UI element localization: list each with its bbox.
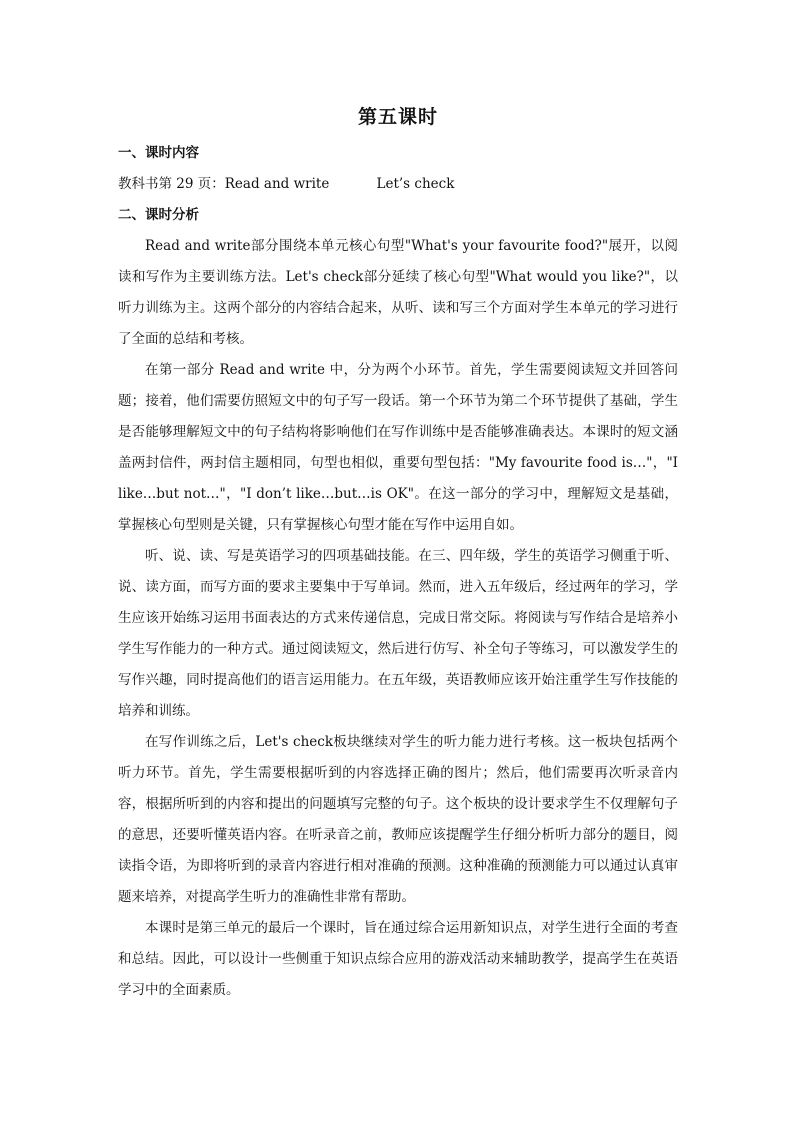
section-heading-lesson-content: 一、课时内容 — [118, 145, 199, 161]
analysis-paragraph: 在第一部分 Read and write 中，分为两个小环节。首先，学生需要阅读短文并回答问题；接着，他们需要仿照短文中的句子写一段话。第一个环节为第二个环节提供了基础，学生是否能够理解短文中的句子结构将影响他们在写作训练中是否能够准确表达。本课时的短文涵盖两封信件，两封信主题相同，句型也相似，重要句型包括："My favourite food is…"，"I like…but not…"，"I don’t like…but…is OK"。在这一部分的学习中，理解短文是基础，掌握核心句型则是关键，只有掌握核心句型才能在写作中运用自如。 — [118, 362, 678, 533]
document-page — [118, 102, 678, 1006]
analysis-paragraph: Read and write部分围绕本单元核心句型"What's your favourite food?"展开，以阅读和写作为主要训练方法。Let's check部分延续了核心句型"What would you like?"，以听力训练为主。这两个部分的内容结合起来，从听、读和写三个方面对学生本单元的学习进行了全面的总结和考核。 — [118, 238, 678, 347]
document-title: 第五课时 — [357, 106, 438, 128]
section-heading-lesson-analysis: 二、课时分析 — [118, 207, 199, 223]
lesson-content-line: 教科书第 29 页：Read and write Let’s check — [118, 176, 455, 192]
analysis-paragraph: 在写作训练之后，Let's check板块继续对学生的听力能力进行考核。这一板块包括两个听力环节。首先，学生需要根据听到的内容选择正确的图片；然后，他们需要再次听录音内容，根据所听到的内容和提出的问题填写完整的句子。这个板块的设计要求学生不仅理解句子的意思，还要听懂英语内容。在听录音之前，教师应该提醒学生仔细分析听力部分的题目，阅读指令语，为即将听到的录音内容进行相对准确的预测。这种准确的预测能力可以通过认真审题来培养，对提高学生听力的准确性非常有帮助。 — [118, 734, 678, 905]
analysis-paragraph: 本课时是第三单元的最后一个课时，旨在通过综合运用新知识点，对学生进行全面的考查和总结。因此，可以设计一些侧重于知识点综合应用的游戏活动来辅助教学，提高学生在英语学习中的全面素质。 — [118, 920, 678, 998]
analysis-paragraph: 听、说、读、写是英语学习的四项基础技能。在三、四年级，学生的英语学习侧重于听、说、读方面，而写方面的要求主要集中于写单词。然而，进入五年级后，经过两年的学习，学生应该开始练习运用书面表达的方式来传递信息，完成日常交际。将阅读与写作结合是培养小学生写作能力的一种方式。通过阅读短文，然后进行仿写、补全句子等练习，可以激发学生的写作兴趣，同时提高他们的语言运用能力。在五年级，英语教师应该开始注重学生写作技能的培养和训练。 — [118, 548, 678, 719]
